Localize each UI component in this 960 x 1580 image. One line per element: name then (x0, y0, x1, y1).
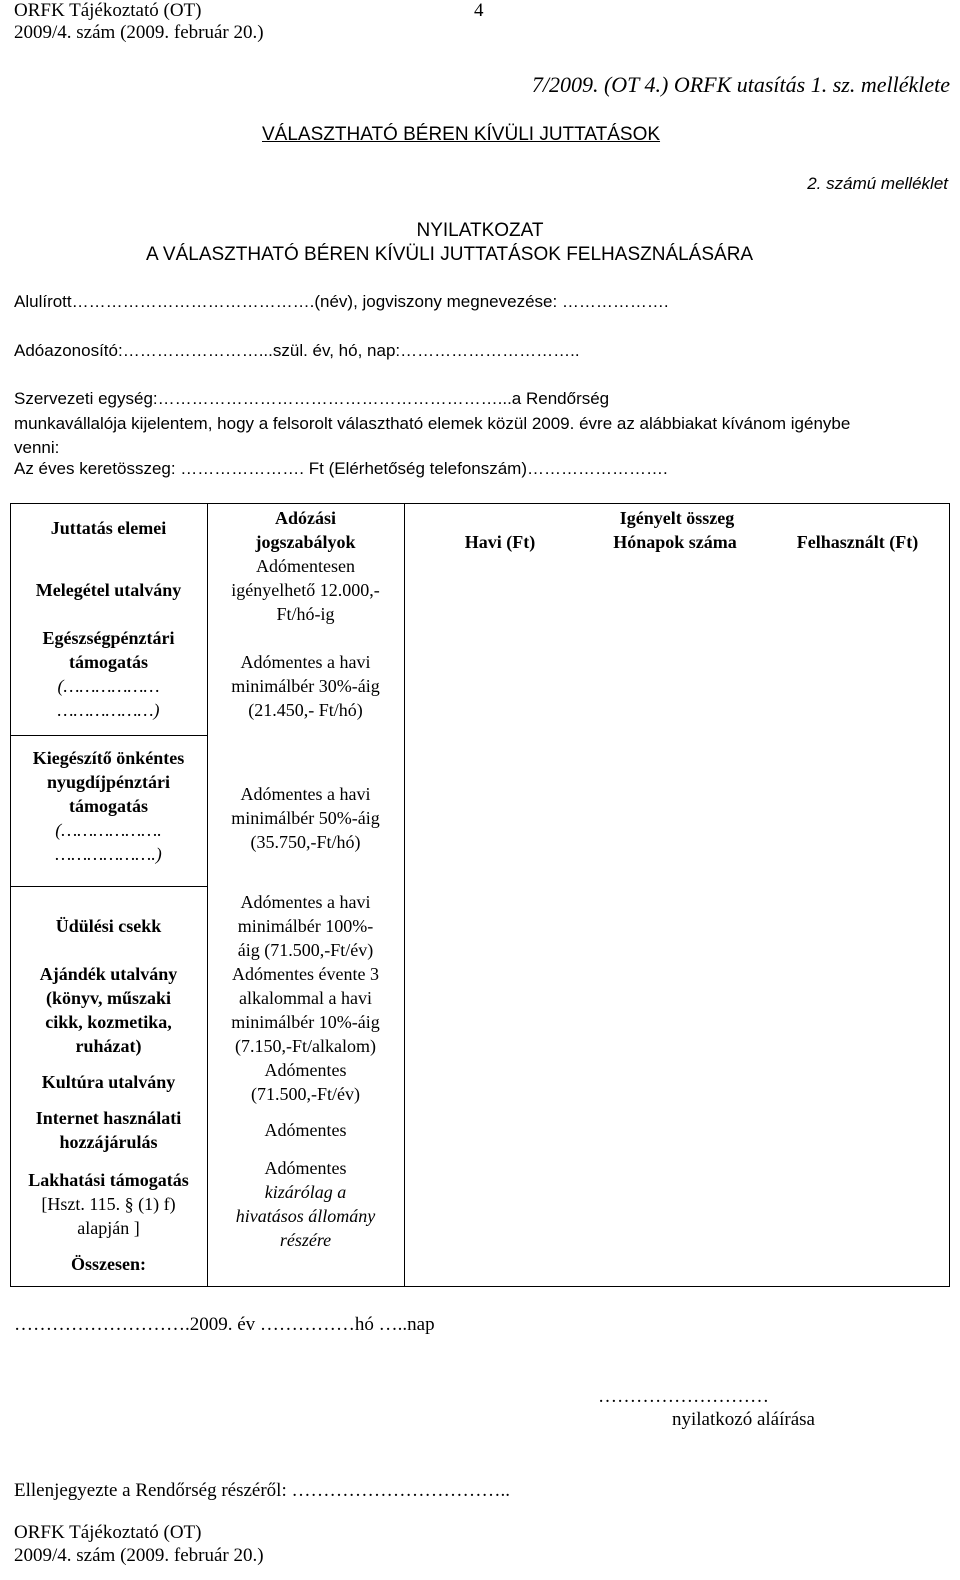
name-line[interactable]: Alulírott…………………………………….(név), jogviszony megnevezése: ………………. (14, 292, 669, 311)
annex-number: 2. számú melléklet (807, 174, 948, 193)
row-name-gift-voucher: Ajándék utalvány (könyv, műszaki cikk, kozmetika, ruházat) (39, 964, 178, 1056)
row-tax-culture-voucher: Adómentes (71.500,-Ft/év) (251, 1060, 360, 1104)
col-header-requested: Igényelt összeg (619, 508, 735, 528)
col-header-months: Hónapok száma (613, 532, 737, 552)
row-name-total: Összesen: (71, 1254, 146, 1274)
unit-line[interactable]: Szervezeti egység:……………………………………………………...a Rendőrség (14, 389, 610, 408)
col-header-tax-2: jogszabályok (255, 532, 356, 552)
footer-publisher: ORFK Tájékoztató (OT) (14, 1522, 202, 1543)
row-tax-holiday-cheque: Adómentes a havi minimálbér 100%- áig (71.500,-Ft/év) (237, 892, 374, 960)
signature-label: nyilatkozó aláírása (672, 1409, 815, 1430)
row-name-pension-fund: Kiegészítő önkéntes nyugdíjpénztári támogatás (………………. ……………….) (32, 748, 185, 864)
row-tax-internet: Adómentes (264, 1120, 347, 1140)
header-publisher: ORFK Tájékoztató (OT) (14, 0, 202, 21)
declaration-text-end: venni: (14, 438, 60, 457)
countersign-line[interactable]: Ellenjegyezte a Rendőrség részéről: …………………………….. (14, 1480, 510, 1501)
section-title: VÁLASZTHATÓ BÉREN KÍVÜLI JUTTATÁSOK (262, 124, 661, 145)
row-name-holiday-cheque: Üdülési csekk (55, 916, 162, 936)
row-tax-health-fund: Adómentes a havi minimálbér 30%-áig (21.450,- Ft/hó) (231, 652, 380, 720)
col-header-elements: Juttatás elemei (50, 518, 167, 538)
row-name-health-fund: Egészségpénztári támogatás (……………… ………………) (42, 628, 175, 720)
row-tax-gift-voucher: Adómentes évente 3 alkalommal a havi minimálbér 10%-áig (7.150,-Ft/alkalom) (231, 964, 380, 1056)
row-tax-pension-fund: Adómentes a havi minimálbér 50%-áig (35.750,-Ft/hó) (231, 784, 380, 852)
footer-issue: 2009/4. szám (2009. február 20.) (14, 1545, 264, 1566)
signature-line[interactable]: ……………………… (598, 1386, 769, 1407)
annex-reference: 7/2009. (OT 4.) ORFK utasítás 1. sz. melléklete (531, 72, 950, 97)
row-name-internet: Internet használati hozzájárulás (35, 1108, 182, 1152)
declaration-subtitle: A VÁLASZTHATÓ BÉREN KÍVÜLI JUTTATÁSOK FELHASZNÁLÁSÁRA (146, 244, 754, 265)
frame-amount-line[interactable]: Az éves keretösszeg: …………………. Ft (Elérhetőség telefonszám)……………………. (14, 459, 668, 478)
row-tax-housing: Adómentes kizárólag a hivatásos állomány részére (235, 1158, 376, 1250)
date-line[interactable]: ……………………….2009. év ……………hó …..nap (14, 1314, 435, 1335)
declaration-text: munkavállalója kijelentem, hogy a felsorolt választható elemek közül 2009. évre az alábbiakat kívánom igénybe (14, 414, 851, 433)
row-name-culture-voucher: Kultúra utalvány (41, 1072, 176, 1092)
col-header-tax-1: Adózási (274, 508, 336, 528)
col-header-monthly: Havi (Ft) (464, 532, 536, 552)
row-name-meal-voucher: Melegétel utalvány (35, 580, 182, 600)
taxid-line[interactable]: Adóazonosító:……………………...szül. év, hó, nap:………………………….. (14, 341, 580, 360)
col-header-used: Felhasznált (Ft) (796, 532, 919, 552)
page-number: 4 (474, 0, 484, 21)
row-name-housing: Lakhatási támogatás [Hszt. 115. § (1) f) alapján ] (28, 1170, 189, 1238)
declaration-title: NYILATKOZAT (416, 220, 544, 241)
row-tax-meal-voucher: Adómentesen igényelhető 12.000,- Ft/hó-ig (231, 556, 380, 624)
header-issue: 2009/4. szám (2009. február 20.) (14, 22, 264, 43)
